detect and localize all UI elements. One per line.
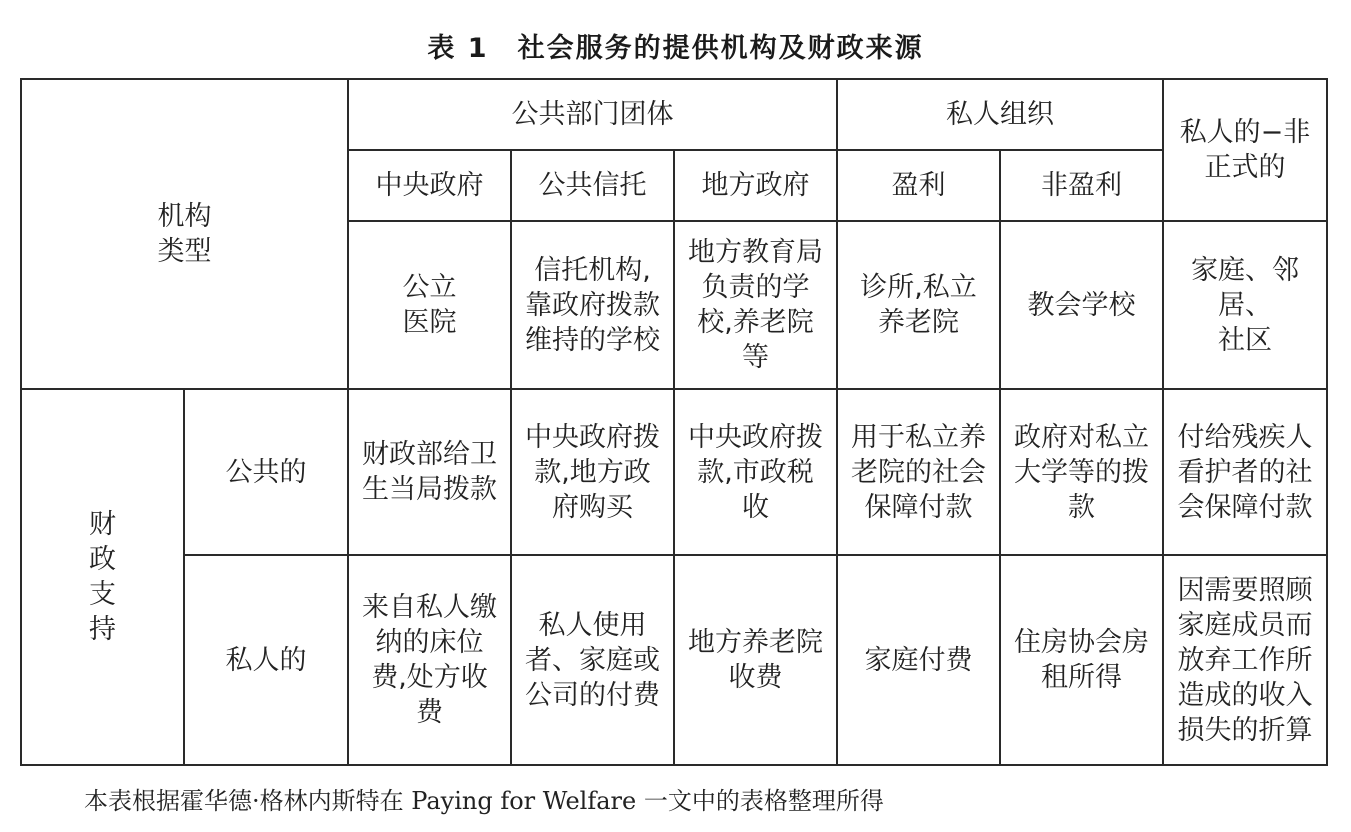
public-public-trust: 中央政府拨 款,地方政 府购买 bbox=[511, 389, 674, 555]
public-sector-group-header: 公共部门团体 bbox=[348, 79, 837, 150]
col-public-trust: 公共信托 bbox=[511, 150, 674, 221]
example-public-trust: 信托机构, 靠政府拨款 维持的学校 bbox=[511, 221, 674, 389]
service-table bbox=[20, 78, 1328, 766]
table-title: 表 1 社会服务的提供机构及财政来源 bbox=[427, 33, 924, 64]
public-informal: 付给残疾人 看护者的社 会保障付款 bbox=[1163, 389, 1327, 555]
org-type-label: 机构 类型 bbox=[157, 201, 212, 267]
col-non-profit: 非盈利 bbox=[1000, 150, 1163, 221]
col-central-gov: 中央政府 bbox=[348, 150, 511, 221]
private-central-gov: 来自私人缴 纳的床位 费,处方收 费 bbox=[348, 555, 511, 765]
private-org-header: 私人组织 bbox=[837, 79, 1163, 150]
private-non-profit: 住房协会房 租所得 bbox=[1000, 555, 1163, 765]
example-for-profit: 诊所,私立 养老院 bbox=[837, 221, 1000, 389]
example-non-profit: 教会学校 bbox=[1000, 221, 1163, 389]
private-local-gov: 地方养老院 收费 bbox=[674, 555, 837, 765]
row-private-label: 私人的 bbox=[184, 555, 348, 765]
private-public-trust: 私人使用 者、家庭或 公司的付费 bbox=[511, 555, 674, 765]
org-type-header bbox=[21, 79, 348, 389]
private-informal-header: 私人的−非 正式的 bbox=[1163, 79, 1327, 221]
col-local-gov: 地方政府 bbox=[674, 150, 837, 221]
example-informal: 家庭、邻居、 社区 bbox=[1163, 221, 1327, 389]
public-central-gov: 财政部给卫 生当局拨款 bbox=[348, 389, 511, 555]
col-for-profit: 盈利 bbox=[837, 150, 1000, 221]
example-central-gov: 公立 医院 bbox=[348, 221, 511, 389]
example-local-gov: 地方教育局 负责的学 校,养老院 等 bbox=[674, 221, 837, 389]
footnote: 本表根据霍华德·格林内斯特在 Paying for Welfare 一文中的表格整理所得 bbox=[84, 787, 884, 815]
public-non-profit: 政府对私立 大学等的拨 款 bbox=[1000, 389, 1163, 555]
row-public-label: 公共的 bbox=[184, 389, 348, 555]
finance-support-header bbox=[21, 389, 184, 765]
public-for-profit: 用于私立养 老院的社会 保障付款 bbox=[837, 389, 1000, 555]
finance-support-label: 财政支持 bbox=[89, 509, 116, 645]
private-for-profit: 家庭付费 bbox=[837, 555, 1000, 765]
public-local-gov: 中央政府拨 款,市政税 收 bbox=[674, 389, 837, 555]
private-informal: 因需要照顾 家庭成员而 放弃工作所 造成的收入 损失的折算 bbox=[1163, 555, 1327, 765]
